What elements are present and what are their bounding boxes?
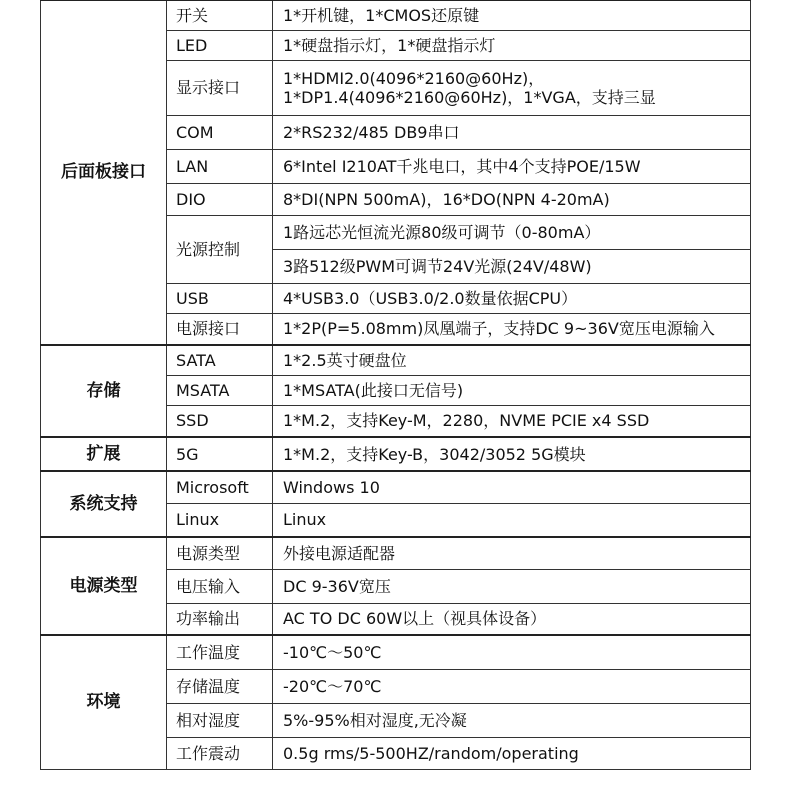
table-row <box>41 537 751 569</box>
table-row <box>41 345 751 375</box>
spec-label-cell: 存储温度 <box>167 669 273 703</box>
spec-value-cell: 1*2.5英寸硬盘位 <box>273 345 751 375</box>
spec-value-cell: 4*USB3.0（USB3.0/2.0数量依据CPU） <box>273 283 751 313</box>
spec-value-cell: 1*MSATA(此接口无信号) <box>273 375 751 405</box>
spec-label-cell: 功率输出 <box>167 603 273 635</box>
spec-table <box>40 0 751 770</box>
spec-label-cell: SSD <box>167 405 273 437</box>
spec-value-cell: 1*2P(P=5.08mm)凤凰端子，支持DC 9~36V宽压电源输入 <box>273 313 751 345</box>
spec-value-cell: 3路512级PWM可调节24V光源(24V/48W) <box>273 249 751 283</box>
spec-value-cell: 1*开机键，1*CMOS还原键 <box>273 0 751 30</box>
spec-label-cell: 工作震动 <box>167 737 273 769</box>
group-name-cell: 存储 <box>41 345 167 437</box>
spec-label-cell: MSATA <box>167 375 273 405</box>
group-name-cell: 扩展 <box>41 437 167 471</box>
spec-value-cell: -20℃～70℃ <box>273 669 751 703</box>
spec-label-cell: SATA <box>167 345 273 375</box>
spec-value-cell: 8*DI(NPN 500mA)，16*DO(NPN 4-20mA) <box>273 183 751 215</box>
spec-label-cell: COM <box>167 115 273 149</box>
table-row <box>41 437 751 471</box>
spec-value-cell: DC 9-36V宽压 <box>273 569 751 603</box>
group-name-cell: 后面板接口 <box>41 0 167 345</box>
group-name-cell: 环境 <box>41 635 167 769</box>
spec-value-cell: 1*M.2，支持Key-B，3042/3052 5G模块 <box>273 437 751 471</box>
spec-value-cell: -10℃～50℃ <box>273 635 751 669</box>
group-name-cell: 电源类型 <box>41 537 167 635</box>
spec-label-cell: 开关 <box>167 0 273 30</box>
spec-label-cell: USB <box>167 283 273 313</box>
spec-value-cell: 6*Intel I210AT千兆电口，其中4个支持POE/15W <box>273 149 751 183</box>
spec-label-cell: DIO <box>167 183 273 215</box>
spec-label-cell: LED <box>167 30 273 60</box>
spec-table-body <box>41 0 751 769</box>
spec-label-cell: 相对湿度 <box>167 703 273 737</box>
spec-label-cell: 光源控制 <box>167 215 273 283</box>
spec-value-cell: 2*RS232/485 DB9串口 <box>273 115 751 149</box>
spec-value-cell: 外接电源适配器 <box>273 537 751 569</box>
spec-value-cell: 1*硬盘指示灯，1*硬盘指示灯 <box>273 30 751 60</box>
table-row <box>41 635 751 669</box>
spec-value-cell: 0.5g rms/5-500HZ/random/operating <box>273 737 751 769</box>
spec-label-cell: Microsoft <box>167 471 273 503</box>
spec-label-cell: 电源接口 <box>167 313 273 345</box>
spec-label-cell: LAN <box>167 149 273 183</box>
spec-value-cell: AC TO DC 60W以上（视具体设备） <box>273 603 751 635</box>
spec-label-cell: 电源类型 <box>167 537 273 569</box>
group-name-cell: 系统支持 <box>41 471 167 537</box>
spec-value-cell: 1*M.2，支持Key-M，2280，NVME PCIE x4 SSD <box>273 405 751 437</box>
spec-label-cell: Linux <box>167 503 273 537</box>
spec-value-cell: 5%-95%相对湿度,无冷凝 <box>273 703 751 737</box>
spec-label-cell: 5G <box>167 437 273 471</box>
spec-value-cell: 1*HDMI2.0(4096*2160@60Hz)， 1*DP1.4(4096*2160@60Hz)，1*VGA，支持三显 <box>273 60 751 115</box>
table-row <box>41 471 751 503</box>
spec-label-cell: 工作温度 <box>167 635 273 669</box>
spec-label-cell: 显示接口 <box>167 60 273 115</box>
spec-value-cell: Linux <box>273 503 751 537</box>
spec-value-cell: 1路远芯光恒流光源80级可调节（0-80mA） <box>273 215 751 249</box>
table-row <box>41 0 751 30</box>
spec-value-cell: Windows 10 <box>273 471 751 503</box>
spec-label-cell: 电压输入 <box>167 569 273 603</box>
